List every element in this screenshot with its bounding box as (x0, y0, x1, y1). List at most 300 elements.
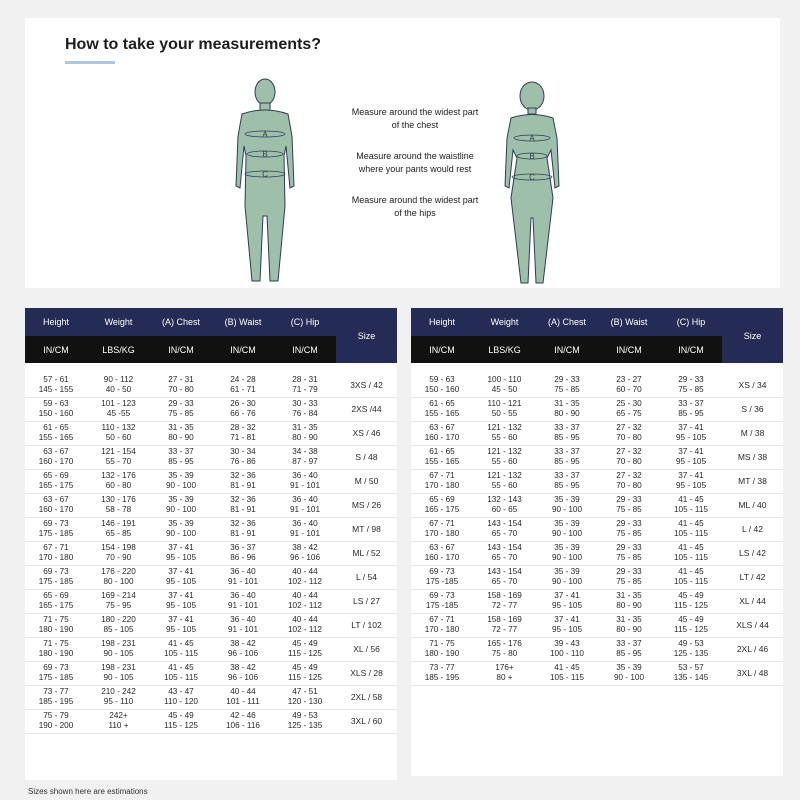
cell-chest-line: 37 - 41 (168, 567, 194, 576)
cell-waist-line: 80 - 90 (616, 625, 642, 634)
cell-chest (150, 613, 212, 637)
cell-chest-line: 37 - 41 (168, 591, 194, 600)
cell-chest-line: 29 - 33 (554, 374, 580, 384)
cell-hip-line: 40 - 44 (292, 567, 318, 576)
cell-height (25, 637, 87, 661)
cell-weight-line: 60 - 80 (105, 481, 132, 490)
cell-height (25, 613, 87, 637)
cell-hip-line: 105 - 115 (674, 505, 708, 514)
cell-chest-line: 95 - 105 (165, 577, 197, 586)
cell-waist (212, 493, 274, 517)
cell-chest (150, 709, 212, 733)
cell-chest (150, 685, 212, 709)
cell-hip (660, 445, 722, 469)
cell-weight-line: 121 - 132 (487, 447, 522, 456)
cell-weight-line: 101 - 123 (101, 399, 136, 408)
cell-chest-line: 90 - 100 (165, 481, 197, 490)
cell-chest-line: 35 - 39 (554, 495, 580, 504)
cell-hip (274, 565, 336, 589)
cell-waist-line: 96 - 106 (227, 673, 259, 682)
cell-height-line: 67 - 71 (429, 519, 455, 528)
cell-waist-line: 76 - 86 (230, 457, 256, 466)
cell-chest (150, 565, 212, 589)
col-header-waist: (B) Waist (598, 308, 660, 336)
cell-height-line: 65 - 69 (429, 495, 455, 504)
cell-weight (473, 661, 536, 685)
cell-waist-line: 29 - 33 (616, 567, 642, 576)
cell-weight-line: 50 - 55 (491, 409, 518, 418)
table-row (25, 469, 397, 493)
unit-waist: IN/CM (212, 336, 274, 363)
cell-weight (473, 565, 536, 589)
cell-waist-line: 27 - 32 (616, 447, 642, 456)
cell-chest-line: 35 - 39 (554, 519, 580, 528)
cell-chest-line: 80 - 90 (554, 409, 580, 418)
cell-chest (536, 589, 598, 613)
measurement-guide-card (25, 18, 780, 288)
cell-weight (473, 493, 536, 517)
cell-height (411, 661, 473, 685)
col-header-height: Height (411, 308, 473, 336)
cell-height (25, 397, 87, 421)
cell-chest-line: 90 - 100 (165, 529, 197, 538)
table-row (411, 661, 783, 685)
cell-height (411, 541, 473, 565)
cell-chest (150, 373, 212, 397)
cell-weight-line: 55 - 60 (491, 433, 518, 442)
cell-chest-line: 35 - 39 (554, 543, 580, 552)
table-row (411, 469, 783, 493)
cell-hip-line: 80 - 90 (292, 433, 318, 442)
cell-weight-line: 55 - 60 (491, 481, 518, 490)
cell-chest-line: 39 - 43 (554, 639, 580, 648)
table-row (25, 589, 397, 613)
cell-height-line: 59 - 63 (429, 374, 455, 384)
cell-hip-line: 120 - 130 (287, 697, 323, 706)
table-row (411, 565, 783, 589)
cell-hip (274, 373, 336, 397)
cell-height-line: 175 - 185 (38, 673, 74, 682)
cell-size: S / 48 (336, 445, 397, 469)
cell-height-line: 150 - 160 (38, 409, 74, 418)
cell-chest-line: 35 - 39 (168, 519, 194, 528)
cell-hip (274, 517, 336, 541)
cell-height-line: 63 - 67 (429, 543, 455, 552)
cell-height-line: 180 - 190 (424, 649, 460, 658)
cell-chest-line: 75 - 85 (168, 409, 194, 418)
unit-weight: LBS/KG (87, 336, 150, 363)
title-underline (65, 61, 115, 64)
cell-chest-line: 37 - 41 (554, 591, 580, 600)
table-row (411, 637, 783, 661)
cell-chest-line: 41 - 45 (554, 663, 580, 672)
table-row (411, 397, 783, 421)
cell-height-line: 65 - 69 (43, 591, 69, 600)
cell-height-line: 155 - 165 (38, 433, 74, 442)
table-row (25, 637, 397, 661)
cell-weight-line: 176+ (495, 663, 514, 672)
cell-hip-line: 85 - 95 (678, 409, 704, 418)
cell-waist-line: 36 - 40 (230, 591, 256, 600)
cell-chest-line: 33 - 37 (554, 447, 580, 456)
cell-waist (598, 397, 660, 421)
cell-weight-line: 50 - 60 (105, 433, 132, 442)
cell-weight-line: 90 - 105 (103, 649, 134, 658)
cell-chest-line: 85 - 95 (554, 481, 580, 490)
cell-weight (87, 589, 150, 613)
table-row (25, 661, 397, 685)
cell-chest-line: 105 - 115 (164, 649, 198, 658)
cell-hip-line: 49 - 53 (292, 711, 318, 720)
cell-waist-line: 27 - 32 (616, 423, 642, 432)
cell-height-line: 71 - 75 (43, 639, 69, 648)
instruction-chest: Measure around the widest part of the chest (351, 107, 479, 130)
female-label-a: A (529, 134, 535, 143)
cell-waist-line: 106 - 116 (226, 721, 260, 730)
cell-chest (536, 613, 598, 637)
cell-weight (87, 709, 150, 733)
cell-chest-line: 35 - 39 (168, 495, 194, 504)
cell-chest-line: 105 - 115 (550, 673, 584, 682)
cell-hip-line: 33 - 37 (678, 399, 704, 408)
cell-hip (660, 517, 722, 541)
cell-chest (150, 469, 212, 493)
cell-weight (473, 637, 536, 661)
cell-hip-line: 36 - 40 (292, 471, 318, 480)
cell-weight-line: 110 - 132 (101, 423, 136, 432)
cell-height (25, 541, 87, 565)
cell-waist (598, 637, 660, 661)
cell-chest-line: 35 - 39 (168, 471, 194, 480)
cell-waist-line: 75 - 85 (616, 553, 642, 562)
cell-hip (274, 421, 336, 445)
cell-waist-line: 32 - 36 (230, 471, 256, 480)
unit-height: IN/CM (411, 336, 473, 363)
cell-chest-line: 80 - 90 (168, 433, 194, 442)
cell-size: XS / 46 (336, 421, 397, 445)
cell-hip-line: 30 - 33 (292, 399, 318, 408)
cell-weight-line: 45 - 50 (491, 384, 518, 394)
cell-hip (660, 565, 722, 589)
cell-chest (150, 397, 212, 421)
cell-height-line: 63 - 67 (429, 423, 455, 432)
cell-waist-line: 30 - 34 (230, 447, 256, 456)
cell-height (25, 421, 87, 445)
cell-height-line: 185 - 195 (424, 673, 460, 682)
female-label-b: B (529, 152, 535, 161)
cell-waist (212, 469, 274, 493)
cell-height-line: 73 - 77 (429, 663, 455, 672)
cell-size: MS / 38 (722, 445, 783, 469)
cell-height (411, 517, 473, 541)
cell-weight (473, 613, 536, 637)
male-label-a: A (262, 130, 268, 139)
cell-height-line: 160 - 170 (38, 505, 74, 514)
cell-weight-line: 110 - 121 (487, 399, 522, 408)
cell-waist-line: 81 - 91 (230, 529, 256, 538)
female-label-c: C (529, 173, 535, 182)
cell-weight-line: 90 - 105 (103, 673, 134, 682)
cell-chest-line: 33 - 37 (554, 423, 580, 432)
cell-weight-line: 121 - 132 (487, 423, 522, 432)
cell-weight-line: 121 - 132 (487, 471, 522, 480)
cell-waist-line: 75 - 85 (616, 529, 642, 538)
cell-height (411, 469, 473, 493)
table-row (25, 517, 397, 541)
cell-hip-line: 37 - 41 (678, 447, 704, 456)
cell-weight (473, 541, 536, 565)
cell-height (25, 493, 87, 517)
cell-waist (212, 637, 274, 661)
cell-hip-line: 41 - 45 (678, 543, 704, 552)
cell-size: ML / 40 (722, 493, 783, 517)
cell-waist-line: 25 - 30 (616, 399, 642, 408)
cell-hip (660, 637, 722, 661)
cell-chest (536, 637, 598, 661)
cell-weight-line: 176 - 220 (101, 567, 136, 576)
cell-chest-line: 110 - 120 (164, 697, 198, 706)
cell-weight (473, 517, 536, 541)
cell-waist-line: 36 - 40 (230, 567, 256, 576)
cell-height-line: 69 - 73 (43, 663, 69, 672)
cell-hip (274, 469, 336, 493)
cell-chest (150, 421, 212, 445)
cell-chest-line: 45 - 49 (168, 711, 194, 720)
cell-waist-line: 38 - 42 (230, 663, 256, 672)
male-label-b: B (262, 150, 268, 159)
cell-waist (212, 517, 274, 541)
cell-waist-line: 61 - 71 (230, 384, 256, 394)
cell-chest (150, 517, 212, 541)
cell-hip (274, 397, 336, 421)
cell-waist (212, 661, 274, 685)
cell-waist-line: 29 - 33 (616, 519, 642, 528)
cell-hip-line: 95 - 105 (675, 457, 707, 466)
cell-hip (660, 397, 722, 421)
cell-waist (598, 517, 660, 541)
cell-hip-line: 31 - 35 (292, 423, 318, 432)
cell-hip-line: 95 - 105 (675, 433, 707, 442)
table-row (25, 685, 397, 709)
cell-size: 3XS / 42 (336, 373, 397, 397)
cell-size: LS / 42 (722, 541, 783, 565)
cell-weight-line: 180 - 220 (101, 615, 136, 624)
cell-hip-line: 37 - 41 (678, 471, 704, 480)
cell-waist (598, 493, 660, 517)
cell-hip-line: 102 - 112 (288, 577, 322, 586)
cell-height (411, 493, 473, 517)
cell-chest-line: 105 - 115 (164, 673, 198, 682)
cell-weight-line: 143 - 154 (487, 567, 522, 576)
cell-size: 2XL / 58 (336, 685, 397, 709)
cell-hip (660, 493, 722, 517)
cell-height-line: 160 - 170 (424, 433, 460, 442)
cell-weight (473, 421, 536, 445)
cell-hip (660, 373, 722, 397)
cell-hip-line: 36 - 40 (292, 519, 318, 528)
table-row (411, 613, 783, 637)
cell-waist (212, 541, 274, 565)
cell-chest-line: 90 - 100 (551, 553, 583, 562)
cell-size: L / 54 (336, 565, 397, 589)
cell-size: M / 50 (336, 469, 397, 493)
cell-hip-line: 38 - 42 (292, 543, 318, 552)
cell-weight-line: 165 - 176 (487, 639, 522, 648)
cell-size: XS / 34 (722, 373, 783, 397)
cell-weight-line: 60 - 65 (491, 505, 518, 514)
col-header-size: Size (336, 308, 397, 363)
cell-waist (212, 445, 274, 469)
cell-waist-line: 101 - 111 (226, 697, 260, 706)
col-header-chest: (A) Chest (150, 308, 212, 336)
cell-hip-line: 76 - 84 (292, 409, 318, 418)
cell-height (411, 613, 473, 637)
cell-hip-line: 87 - 97 (292, 457, 318, 466)
cell-waist-line: 32 - 36 (230, 495, 256, 504)
cell-weight (87, 517, 150, 541)
cell-weight-line: 45 -55 (106, 409, 131, 418)
cell-height-line: 180 - 190 (38, 649, 74, 658)
cell-weight-line: 154 - 198 (101, 543, 136, 552)
cell-height-line: 175 - 185 (38, 577, 74, 586)
table-row (411, 445, 783, 469)
cell-hip (660, 661, 722, 685)
cell-weight-line: 132 - 176 (101, 471, 136, 480)
cell-hip-line: 75 - 85 (678, 384, 704, 394)
instruction-waist: Measure around the waistline where your pants would rest (356, 151, 474, 174)
cell-chest (150, 661, 212, 685)
cell-chest-line: 31 - 35 (554, 399, 580, 408)
cell-height (25, 445, 87, 469)
cell-height-line: 190 - 200 (38, 721, 74, 730)
cell-height-line: 61 - 65 (429, 399, 455, 408)
cell-chest (536, 469, 598, 493)
table-row (411, 493, 783, 517)
cell-size: XLS / 44 (722, 613, 783, 637)
cell-height (411, 445, 473, 469)
cell-waist-line: 26 - 30 (230, 399, 256, 408)
cell-weight (87, 565, 150, 589)
cell-hip-line: 41 - 45 (678, 519, 704, 528)
page-title: How to take your measurements? (65, 36, 322, 53)
cell-weight (87, 469, 150, 493)
cell-waist-line: 71 - 81 (230, 433, 256, 442)
cell-height-line: 150 - 160 (424, 384, 460, 394)
cell-height (25, 565, 87, 589)
cell-size: XL / 56 (336, 637, 397, 661)
cell-height-line: 59 - 63 (43, 399, 69, 408)
cell-hip-line: 91 - 101 (289, 481, 321, 490)
cell-weight-line: 198 - 231 (101, 663, 136, 672)
cell-weight-line: 72 - 77 (491, 601, 518, 610)
cell-weight-line: 72 - 77 (491, 625, 518, 634)
cell-waist-line: 65 - 75 (616, 409, 642, 418)
cell-weight (473, 397, 536, 421)
cell-waist-line: 70 - 80 (616, 481, 642, 490)
unit-height: IN/CM (25, 336, 87, 363)
cell-waist-line: 60 - 70 (616, 384, 642, 394)
col-header-height: Height (25, 308, 87, 336)
cell-chest (536, 661, 598, 685)
cell-hip-line: 96 - 106 (289, 553, 321, 562)
cell-hip-line: 105 - 115 (674, 553, 708, 562)
table-row (25, 397, 397, 421)
cell-size: 3XL / 48 (722, 661, 783, 685)
cell-chest-line: 85 - 95 (168, 457, 194, 466)
cell-hip (274, 541, 336, 565)
cell-size: LT / 102 (336, 613, 397, 637)
cell-waist-line: 75 - 85 (616, 505, 642, 514)
cell-weight-line: 158 - 169 (487, 615, 522, 624)
cell-height-line: 145 - 155 (38, 384, 74, 394)
table-row (25, 541, 397, 565)
cell-waist-line: 28 - 32 (230, 423, 256, 432)
cell-size: MT / 98 (336, 517, 397, 541)
cell-weight (473, 469, 536, 493)
cell-height (411, 421, 473, 445)
col-header-chest: (A) Chest (536, 308, 598, 336)
cell-height (25, 517, 87, 541)
cell-waist-line: 85 - 95 (616, 649, 642, 658)
col-header-waist: (B) Waist (212, 308, 274, 336)
cell-weight (87, 685, 150, 709)
cell-height-line: 61 - 65 (429, 447, 455, 456)
col-header-weight: Weight (473, 308, 536, 336)
cell-waist-line: 29 - 33 (616, 495, 642, 504)
cell-height-line: 75 - 79 (43, 711, 69, 720)
cell-chest-line: 95 - 105 (551, 625, 583, 634)
col-header-hip: (C) Hip (660, 308, 722, 336)
cell-weight-line: 58 - 78 (105, 505, 132, 514)
cell-chest-line: 90 - 100 (551, 577, 583, 586)
cell-height-line: 63 - 67 (43, 447, 69, 456)
cell-hip-line: 40 - 44 (292, 615, 318, 624)
male-label-c: C (262, 170, 268, 179)
male-figure (230, 76, 300, 286)
cell-waist-line: 35 - 39 (616, 663, 642, 672)
cell-height (411, 397, 473, 421)
cell-height (411, 589, 473, 613)
cell-hip-line: 37 - 41 (678, 423, 704, 432)
cell-chest (536, 541, 598, 565)
cell-height-line: 180 - 190 (38, 625, 74, 634)
cell-height-line: 175 -185 (425, 577, 459, 586)
cell-chest-line: 41 - 45 (168, 639, 194, 648)
cell-hip-line: 125 - 135 (673, 649, 709, 658)
cell-chest-line: 100 - 110 (550, 649, 584, 658)
cell-chest-line: 33 - 37 (168, 447, 194, 456)
cell-size: 2XS /44 (336, 397, 397, 421)
cell-hip-line: 91 - 101 (289, 529, 321, 538)
cell-height (25, 709, 87, 733)
col-header-hip: (C) Hip (274, 308, 336, 336)
footnote: Sizes shown here are estimations (28, 787, 148, 796)
cell-waist-line: 81 - 91 (230, 505, 256, 514)
cell-chest-line: 95 - 105 (165, 553, 197, 562)
table-row (25, 565, 397, 589)
unit-chest: IN/CM (150, 336, 212, 363)
cell-size: MS / 26 (336, 493, 397, 517)
cell-weight-line: 65 - 70 (491, 553, 518, 562)
cell-waist (598, 469, 660, 493)
cell-chest (536, 445, 598, 469)
cell-hip-line: 102 - 112 (288, 601, 322, 610)
cell-chest (150, 445, 212, 469)
cell-size: 3XL / 60 (336, 709, 397, 733)
cell-waist-line: 38 - 42 (230, 639, 256, 648)
cell-height-line: 71 - 75 (429, 639, 455, 648)
cell-weight-line: 70 - 90 (105, 553, 132, 562)
